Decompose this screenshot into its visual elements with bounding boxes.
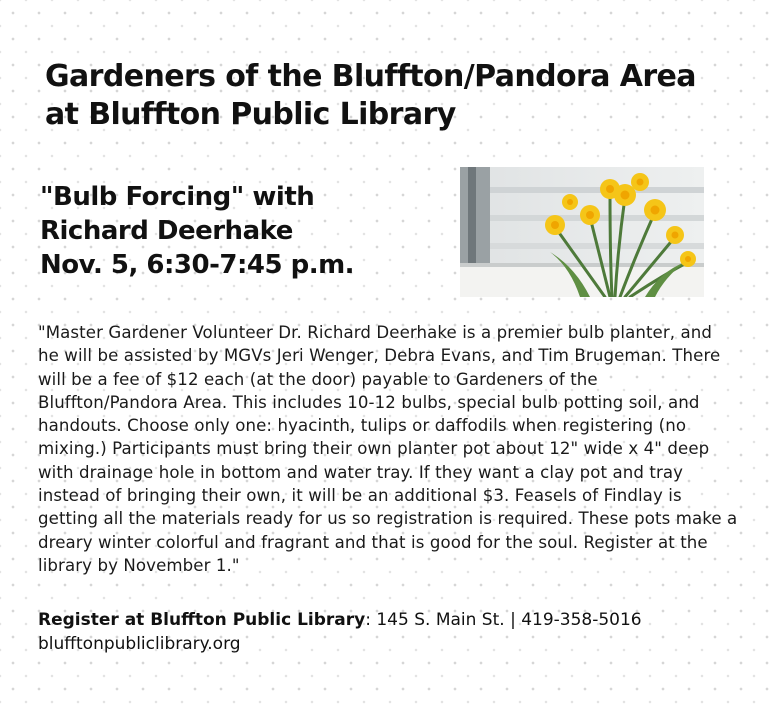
register-address-phone: : 145 S. Main St. | 419-358-5016 bbox=[365, 610, 642, 630]
title-line-1: Gardeners of the Bluffton/Pandora Area bbox=[45, 59, 696, 94]
event-title: "Bulb Forcing" with bbox=[40, 182, 315, 212]
registration-info bbox=[38, 608, 758, 656]
daffodil-illustration bbox=[460, 167, 704, 297]
page-title bbox=[45, 58, 745, 134]
register-line bbox=[38, 608, 758, 632]
library-website: blufftonpubliclibrary.org bbox=[38, 634, 241, 654]
register-label: Register at Bluffton Public Library bbox=[38, 610, 366, 630]
event-presenter: Richard Deerhake bbox=[40, 216, 293, 246]
event-date-time: Nov. 5, 6:30-7:45 p.m. bbox=[40, 250, 355, 280]
event-heading bbox=[40, 180, 440, 282]
daffodil-photo bbox=[460, 167, 704, 297]
title-line-2: at Bluffton Public Library bbox=[45, 97, 456, 132]
event-description: "Master Gardener Volunteer Dr. Richard Deerhake is a premier bulb planter, and he will be assisted by MGVs Jeri Wenger, Debra Evans, and Tim Brugeman. There will be a fee of $12 each (at the door) payable to Gardeners of the Bluffton/Pandora Area. This includes 10-12 bulbs, special bulb potting soil, and handouts. Choose only one: hyacinth, tulips or daffodils when registering (no mixing.) Participants must bring their own planter pot about 12" wide x 4" deep with drainage hole in bottom and water tray. If they want a clay pot and tray instead of bringing their own, it will be an additional $3. Feasels of Findlay is getting all the materials ready for us so registration is required. These pots make a dreary winter colorful and fragrant and that is good for the soul. Register at the library by November 1." bbox=[38, 323, 738, 575]
